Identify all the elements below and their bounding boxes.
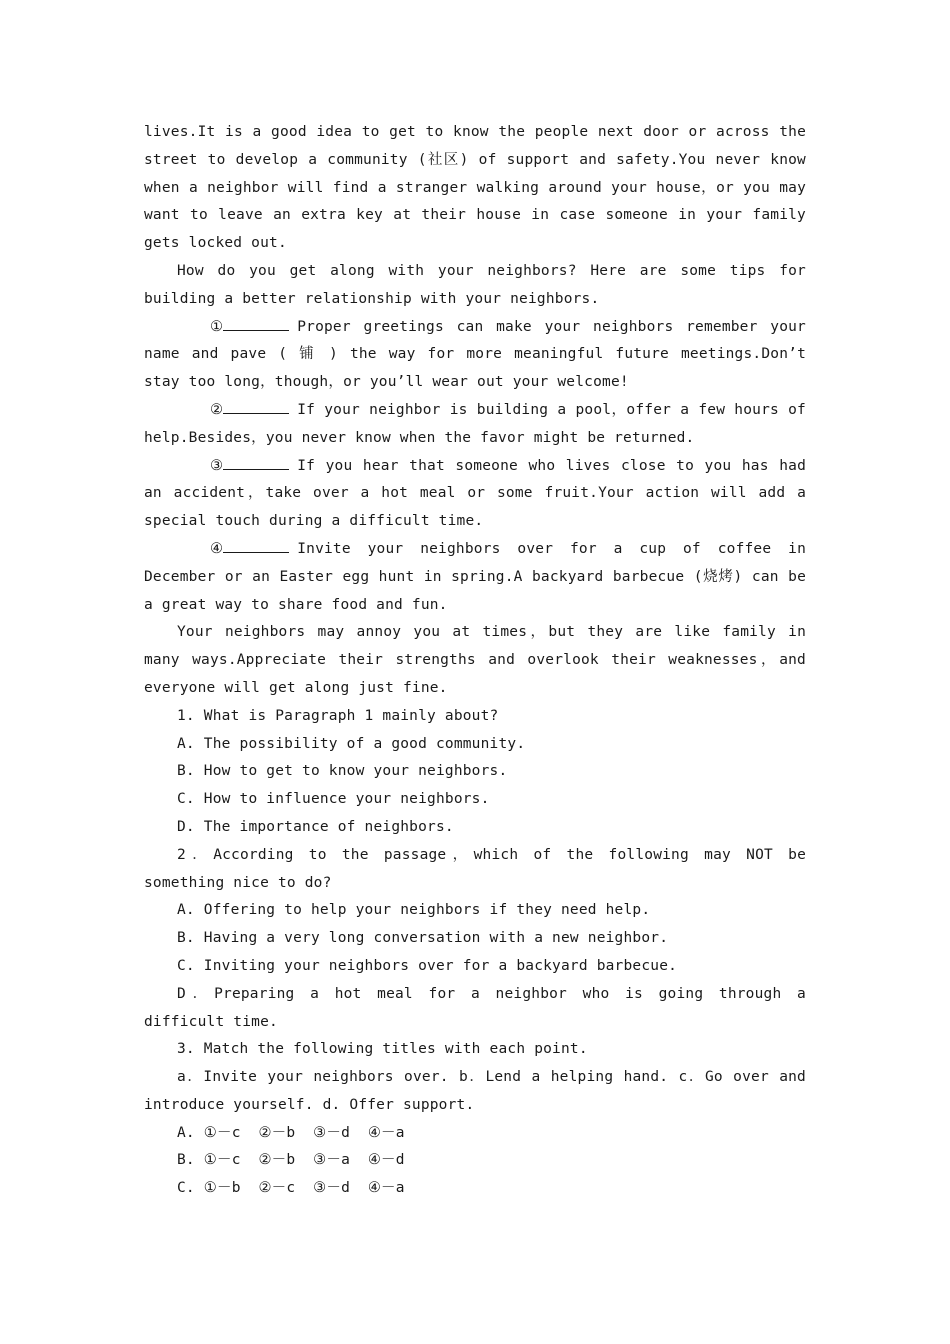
question-2-stem: 2．According to the passage，which of the following may NOT be something nice to do? [144, 846, 806, 891]
question-1-option-d: D. The importance of neighbors. [177, 818, 454, 835]
document-page [144, 119, 806, 1203]
answer-blank[interactable] [223, 399, 289, 414]
question-3-option-c: C. ①－b ②－c ③－d ④－a [177, 1180, 405, 1197]
tip-number: ③ [210, 457, 224, 474]
tip-3 [144, 453, 806, 536]
question-3-titles: a．Invite your neighbors over. b．Lend a helping hand. c．Go over and introduce yourself. d. Offer support. [144, 1069, 806, 1113]
question-2-option-c: C. Inviting your neighbors over for a backyard barbecue. [177, 957, 678, 974]
tip-number: ④ [210, 540, 224, 557]
tip-number: ② [210, 401, 224, 418]
answer-blank[interactable] [223, 538, 289, 553]
paragraph-last: Your neighbors may annoy you at times，but they are like family in many ways.Appreciate their strengths and overlook their weaknesses，and everyone will get along just fine. [144, 624, 806, 696]
tip-text: If your neighbor is building a pool，offer a few hours of help.Besides，you never know when the favor might be returned. [144, 401, 806, 446]
question-2-option-b: B. Having a very long conversation with a new neighbor. [177, 930, 669, 947]
question-3-option-a: A. ①－c ②－b ③－d ④－a [177, 1124, 405, 1141]
tip-text: If you hear that someone who lives close to you has had an accident，take over a hot meal or some fruit.Your action will add a special touch during a difficult time. [144, 457, 806, 530]
paragraph-1: lives.It is a good idea to get to know the people next door or across the street to develop a community (社区) of support and safety.You never know when a neighbor will find a stranger walking around your house，or you may want to leave an extra key at their house in case someone in your family gets locked out. [144, 124, 807, 252]
tip-text: Proper greetings can make your neighbors remember your name and pave ( 铺 ) the way for more meaningful future meetings.Don’t stay too long，though，or you’ll wear out your welcome! [144, 318, 806, 391]
tip-1 [144, 314, 806, 397]
answer-blank[interactable] [223, 316, 289, 331]
question-1-option-a: A. The possibility of a good community. [177, 735, 526, 752]
question-2-option-d: D．Preparing a hot meal for a neighbor who is going through a difficult time. [144, 985, 806, 1030]
question-1-stem: 1. What is Paragraph 1 mainly about? [177, 707, 499, 724]
answer-blank[interactable] [223, 455, 289, 470]
tip-4 [144, 536, 806, 619]
tip-2 [144, 397, 806, 453]
question-1-option-c: C. How to influence your neighbors. [177, 791, 490, 808]
question-3-stem: 3. Match the following titles with each point. [177, 1041, 588, 1058]
question-1-option-b: B. How to get to know your neighbors. [177, 763, 508, 780]
tip-number: ① [210, 318, 224, 335]
tip-text: Invite your neighbors over for a cup of coffee in December or an Easter egg hunt in spring.A backyard barbecue (烧烤) can be a great way to share food and fun. [144, 540, 806, 613]
question-3-option-b: B. ①－c ②－b ③－a ④－d [177, 1152, 405, 1169]
paragraph-2: How do you get along with your neighbors? Here are some tips for building a better relationship with your neighbors. [144, 262, 806, 307]
question-2-option-a: A. Offering to help your neighbors if they need help. [177, 902, 651, 919]
